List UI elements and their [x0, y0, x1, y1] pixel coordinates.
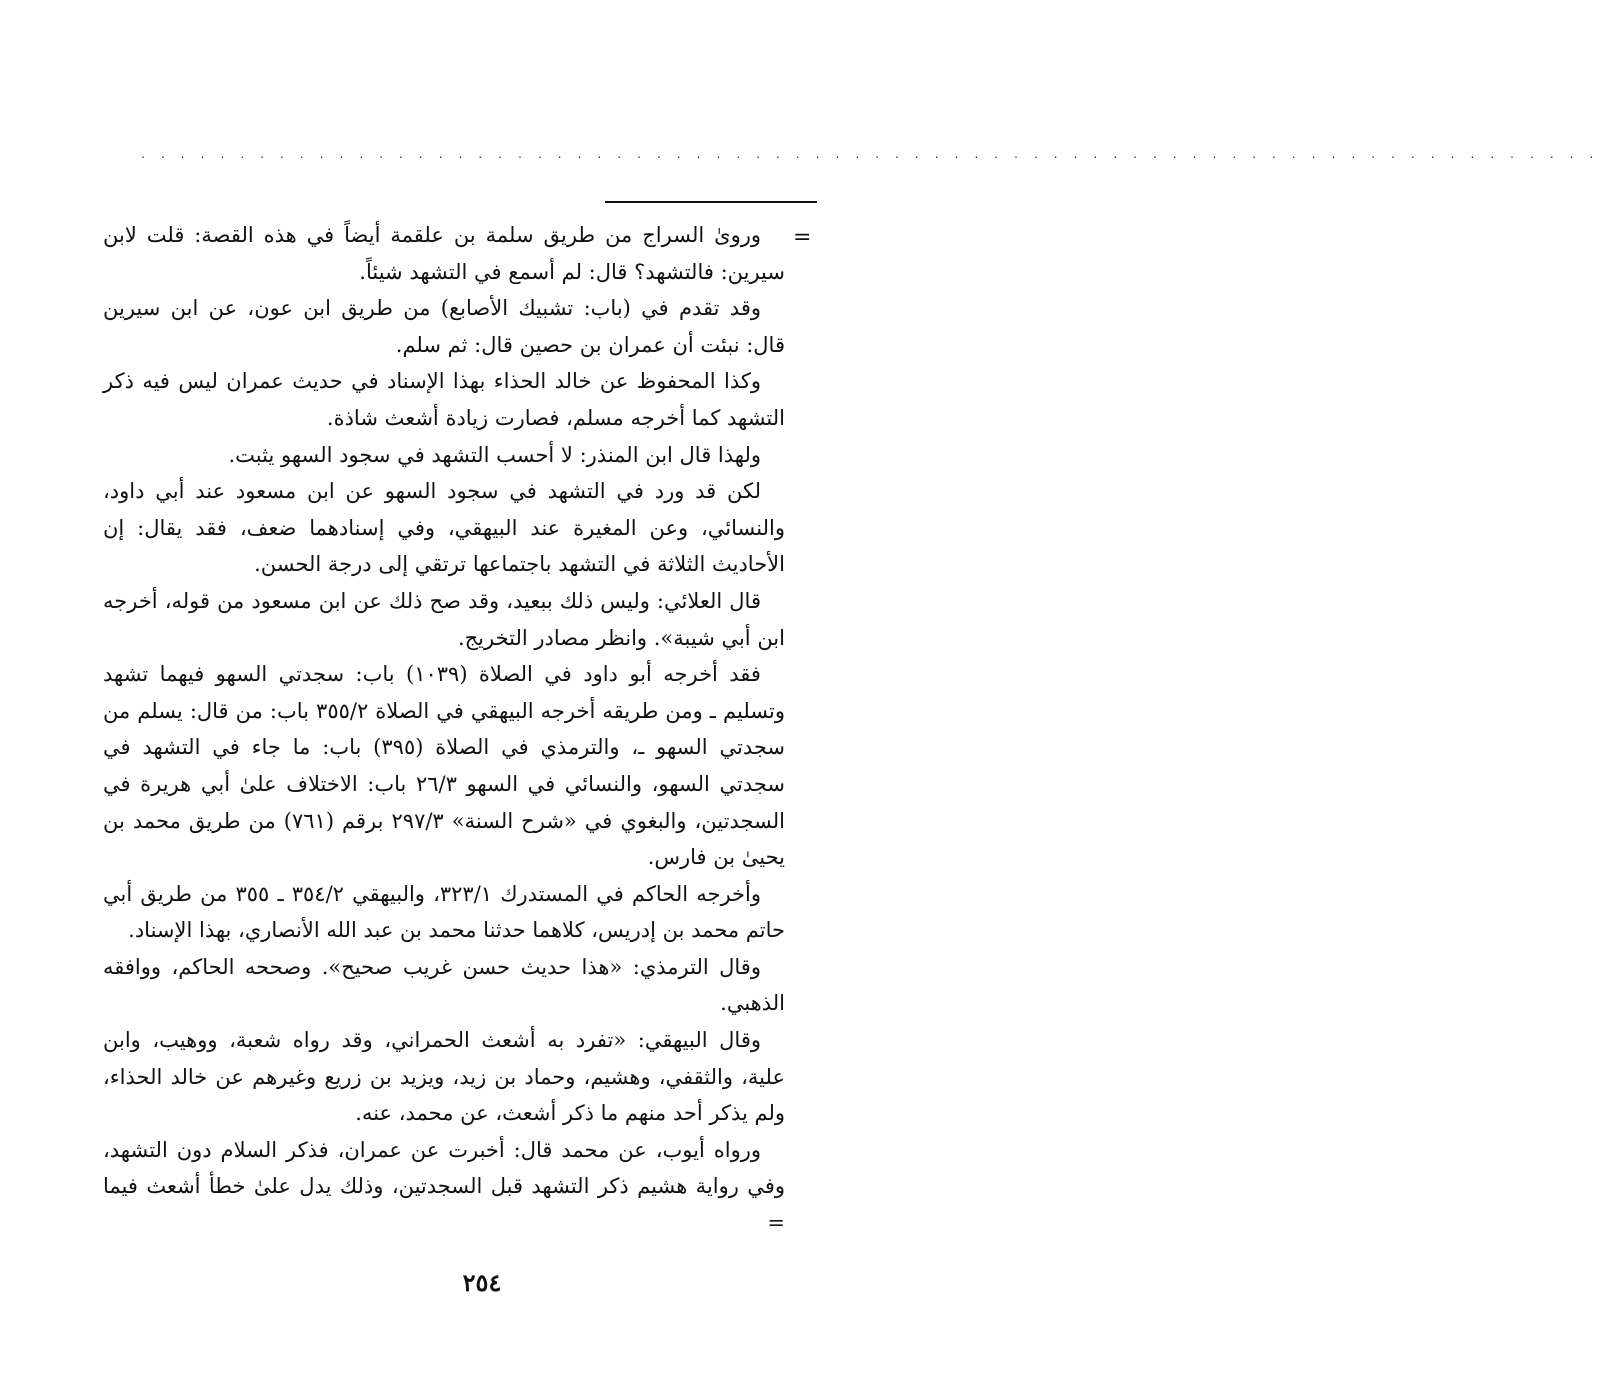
paragraph: ورویٰ السراج من طريق سلمة بن علقمة أيضاً في هذه القصة: قلت لابن سيرين: فالتشهد؟ قال: لم أسمع في التشهد شيئاً.	[103, 223, 785, 284]
paragraph: فقد أخرجه أبو داود في الصلاة (١٠٣٩) باب: سجدتي السهو فيهما تشهد وتسليم ـ ومن طريقه أخرجه البيهقي في الصلاة ٣٥٥/٢ باب: من قال: يسلم من سجدتي السهو ـ، والترمذي في الصلاة (٣٩٥) باب: ما جاء في التشهد في سجدتي السهو، والنسائي في السهو ٢٦/٣ باب: الاختلاف علىٰ أبي هريرة في السجدتين، والبغوي في «شرح السنة» ٢٩٧/٣ برقم (٧٦١) من طريق محمد بن يحيىٰ بن فارس.	[103, 662, 786, 870]
continuation-mark: =	[793, 225, 812, 250]
dotted-separator: . . . . . . . . . . . . . . . . . . . . . . . . . . . . . . . . . . . . . . . . . . . . . . . . . . . . . . . . . . . . . . . . . . . . . . . . . .	[140, 150, 1598, 161]
paragraph: ورواه أيوب، عن محمد قال: أخبرت عن عمران، فذكر السلام دون التشهد، وفي رواية هشيم ذكر التشهد قبل السجدتين، وذلك يدل علىٰ خطأ أشعث فيما =	[103, 1137, 785, 1236]
paragraph: قال العلائي: وليس ذلك ببعيد، وقد صح ذلك عن ابن مسعود من قوله، أخرجه ابن أبي شيبة». وانظر مصادر التخريج.	[103, 588, 785, 650]
paragraph: وقال البيهقي: «تفرد به أشعث الحمراني، وقد رواه شعبة، ووهيب، وابن علية، والثقفي، وهشيم، وحماد بن زيد، ويزيد بن زريع وغيرهم عن خالد الحذاء، ولم يذكر أحد منهم ما ذكر أشعث، عن محمد، عنه.	[103, 1028, 785, 1126]
paragraph: لكن قد ورد في التشهد في سجود السهو عن ابن مسعود عند أبي داود، والنسائي، وعن المغيرة عند البيهقي، وفي إسنادهما ضعف، فقد يقال: إن الأحاديث الثلاثة في التشهد باجتماعها ترتقي إلى درجة الحسن.	[103, 479, 785, 577]
footnote-rule	[605, 201, 817, 203]
footnote-text	[103, 217, 785, 1242]
paragraph: وقال الترمذي: «هذا حديث حسن غريب صحيح». وصححه الحاكم، ووافقه الذهبي.	[103, 954, 785, 1016]
paragraph: وأخرجه الحاكم في المستدرك ٣٢٣/١، والبيهقي ٣٥٤/٢ ـ ٣٥٥ من طريق أبي حاتم محمد بن إدريس، كلاهما حدثنا محمد بن عبد الله الأنصاري، بهذا الإسناد.	[103, 881, 785, 943]
paragraph: ولهذا قال ابن المنذر: لا أحسب التشهد في سجود السهو يثبت.	[228, 442, 761, 467]
paragraph: وكذا المحفوظ عن خالد الحذاء بهذا الإسناد في حديث عمران ليس فيه ذكر التشهد كما أخرجه مسلم، فصارت زيادة أشعث شاذة.	[103, 369, 785, 430]
paragraph: وقد تقدم في (باب: تشبيك الأصابع) من طريق ابن عون، عن ابن سيرين قال: نبئت أن عمران بن حصين قال: ثم سلم.	[103, 296, 785, 357]
page-number: ٢٥٤	[462, 1268, 502, 1297]
